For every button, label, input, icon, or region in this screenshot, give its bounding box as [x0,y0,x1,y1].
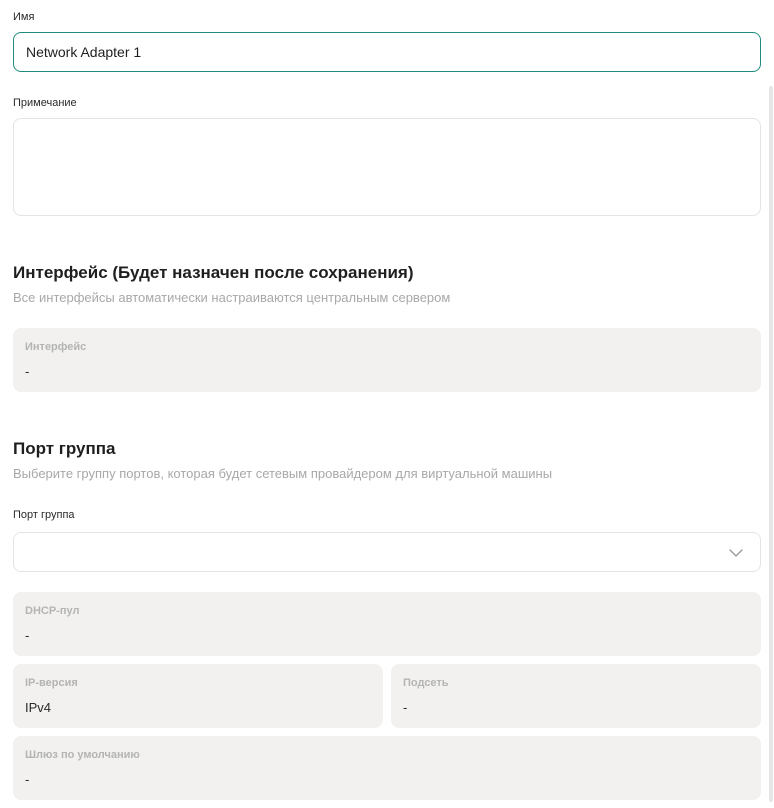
dhcp-pool-value: - [25,628,30,643]
subnet-field [391,664,761,728]
name-input[interactable] [13,32,761,72]
portgroup-select[interactable] [13,532,761,572]
ip-version-label: IP-версия [25,677,78,689]
ip-version-value: IPv4 [25,700,52,715]
subnet-label: Подсеть [403,677,449,689]
interface-readonly-field [13,328,761,392]
dhcp-pool-field [13,592,761,656]
interface-section-title: Интерфейс (Будет назначен после сохранения) [13,263,414,282]
scrollbar-track[interactable] [768,0,774,808]
default-gateway-value: - [25,772,30,787]
ip-version-field [13,664,383,728]
interface-field-label: Интерфейс [25,341,87,353]
note-textarea[interactable] [13,118,761,216]
portgroup-select-label: Порт группа [13,509,75,521]
chevron-down-icon [728,545,744,561]
default-gateway-label: Шлюз по умолчанию [25,749,140,761]
default-gateway-field [13,736,761,800]
portgroup-section-title: Порт группа [13,439,116,458]
scrollbar-thumb[interactable] [769,86,773,802]
subnet-value: - [403,700,408,715]
name-label: Имя [13,11,35,23]
interface-field-value: - [25,364,30,379]
portgroup-section-subtitle: Выберите группу портов, которая будет сетевым провайдером для виртуальной машины [13,466,553,481]
dhcp-pool-label: DHCP-пул [25,605,80,617]
note-label: Примечание [13,97,77,109]
interface-section-subtitle: Все интерфейсы автоматически настраиваются центральным сервером [13,290,451,305]
